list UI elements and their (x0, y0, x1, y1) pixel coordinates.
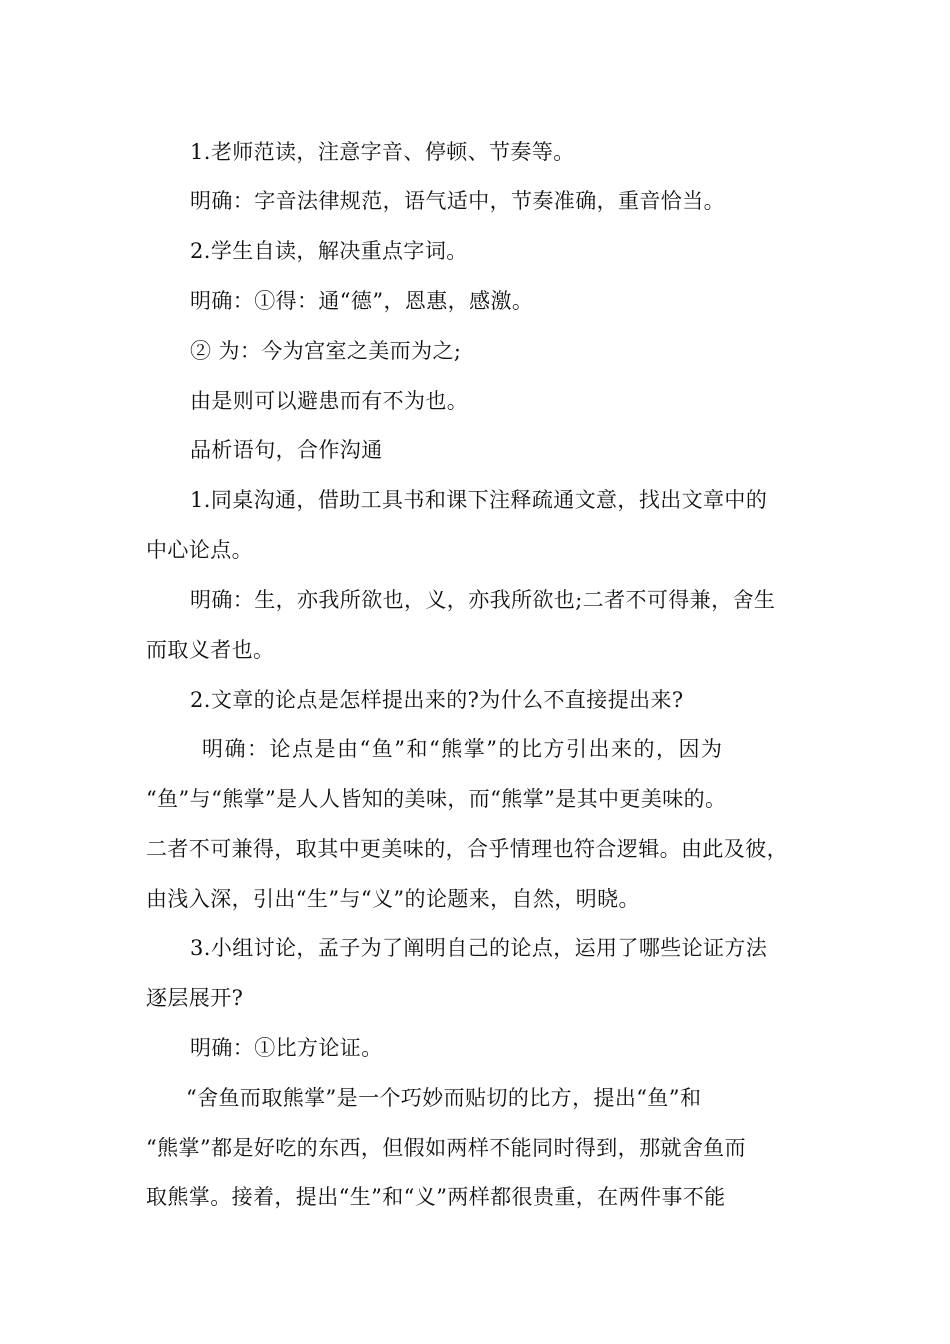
text-line: 而取义者也。 (146, 638, 275, 662)
text-line: 明确：论点是由“鱼”和“熊掌”的比方引出来的，因为 (202, 737, 724, 761)
text-line: 明确：①得：通“德”，恩惠，感激。 (190, 289, 534, 313)
text-line: ② 为：今为宫室之美而为之; (190, 339, 462, 363)
text-line: 3.小组讨论，孟子为了阐明自己的论点，运用了哪些论证方法 (190, 936, 768, 960)
text-line: 中心论点。 (146, 538, 253, 562)
text-line: “鱼”与“熊掌”是人人皆知的美味，而“熊掌”是其中更美味的。 (146, 787, 727, 811)
text-line: 二者不可兼得，取其中更美味的，合乎情理也符合逻辑。由此及彼， (146, 837, 788, 861)
text-line: 明确：生，亦我所欲也，义，亦我所欲也;二者不可得兼，舍生 (190, 588, 776, 612)
text-line: 逐层展开? (146, 986, 244, 1010)
text-line: 取熊掌。接着，提出“生”和“义”两样都很贵重，在两件事不能 (146, 1185, 726, 1209)
text-line: 由浅入深，引出“生”与“义”的论题来，自然，明晓。 (146, 887, 640, 911)
text-line: 明确：①比方论证。 (190, 1036, 383, 1060)
text-line: 明确：字音法律规范，语气适中，节奏准确，重音恰当。 (190, 189, 725, 213)
text-line: “熊掌”都是好吃的东西，但假如两样不能同时得到，那就舍鱼而 (146, 1136, 747, 1160)
text-line: 由是则可以避患而有不为也。 (190, 389, 469, 413)
text-line: 2.文章的论点是怎样提出来的?为什么不直接提出来? (190, 688, 684, 712)
text-line: 1.老师范读，注意字音、停顿、节奏等。 (190, 140, 575, 164)
text-line: “舍鱼而取熊掌”是一个巧妙而贴切的比方，提出“鱼”和 (186, 1086, 702, 1110)
text-line: 2.学生自读，解决重点字词。 (190, 239, 468, 263)
text-line: 1.同桌沟通，借助工具书和课下注释疏通文意，找出文章中的 (190, 488, 768, 512)
section-heading: 品析语句，合作沟通 (190, 438, 383, 462)
